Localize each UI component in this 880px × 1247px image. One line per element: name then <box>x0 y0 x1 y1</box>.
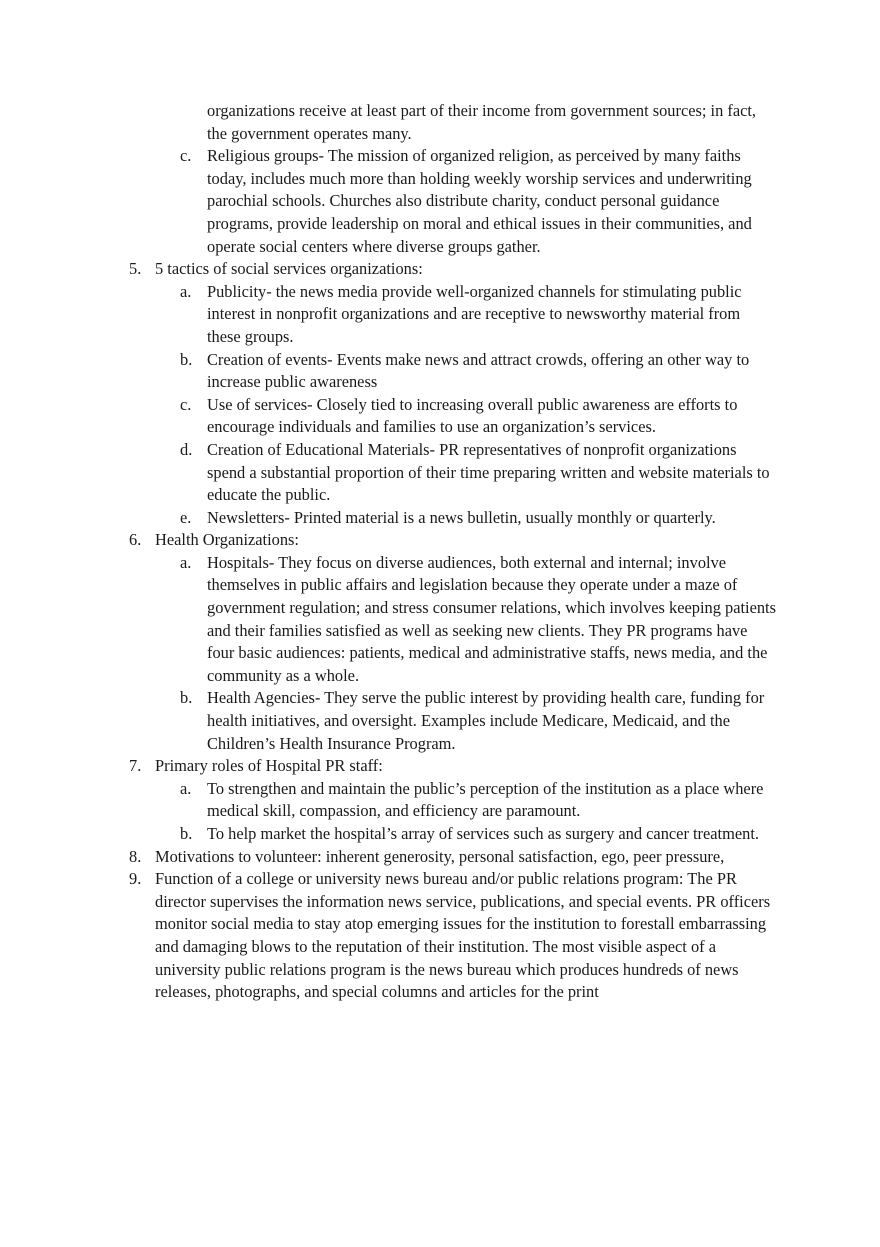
list-marker: a. <box>180 281 192 301</box>
list-marker: c. <box>180 394 192 414</box>
list-item-text: Newsletters- Printed material is a news bulletin, usually monthly or quarterly. <box>207 507 716 527</box>
list-item-5d <box>0 439 777 507</box>
list-item-5 <box>0 258 785 281</box>
list-marker: a. <box>180 552 192 572</box>
list-marker: e. <box>180 507 192 527</box>
list-marker: 6. <box>129 530 142 550</box>
list-item-4c <box>0 145 777 258</box>
list-marker: 9. <box>129 869 142 889</box>
list-item-7a <box>0 778 777 823</box>
list-item-text: Health Agencies- They serve the public interest by providing health care, funding for health initiatives, and oversight. Examples include Medicare, Medicaid, and the Children’s Health Insurance Program. <box>207 688 765 753</box>
list-item-text: Function of a college or university news bureau and/or public relations program: The PR director supervises the information news service, publications, and special events. PR officers monitor social media to stay atop emerging issues for the institution to forestall embarrassing and damaging blows to the reputation of their institution. The most visible aspect of a university public relations program is the news bureau which produces hundreds of news releases, photographs, and special columns and articles for the print <box>155 869 771 1002</box>
list-marker: d. <box>180 439 193 459</box>
document-body <box>0 100 880 1004</box>
list-item-text: Creation of events- Events make news and attract crowds, offering an other way to increase public awareness <box>207 349 750 392</box>
list-marker: 7. <box>129 756 142 776</box>
list-item-5a <box>0 281 777 349</box>
list-marker: c. <box>180 146 192 166</box>
list-marker: a. <box>180 778 192 798</box>
list-item-text: Religious groups- The mission of organized religion, as perceived by many faiths today, includes much more than holding weekly worship services and underwriting parochial schools. Churches also distribute charity, conduct personal guidance programs, provide leadership on moral and ethical issues in their communities, and operate social centers where diverse groups gather. <box>207 146 752 256</box>
list-item-6 <box>0 529 785 552</box>
list-item-text: Motivations to volunteer: inherent generosity, personal satisfaction, ego, peer pressure, <box>155 846 725 866</box>
list-item-8 <box>0 846 785 869</box>
list-marker: b. <box>180 688 193 708</box>
list-item-5b <box>0 349 777 394</box>
list-item-6b <box>0 687 777 755</box>
list-item-5c <box>0 394 777 439</box>
list-item-7 <box>0 755 785 778</box>
list-item-text: To help market the hospital’s array of services such as surgery and cancer treatment. <box>207 824 759 843</box>
list-item-7b <box>0 823 777 846</box>
list-item-text: Creation of Educational Materials- PR representatives of nonprofit organizations spend a substantial proportion of their time preparing written and website materials to educate the public. <box>207 439 770 505</box>
list-item-6a <box>0 552 777 688</box>
list-marker: b. <box>180 824 193 843</box>
list-item-text: Hospitals- They focus on diverse audiences, both external and internal; involve themselves in public affairs and legislation because they operate under a maze of government regulation; and stress consumer relations, which involves keeping patients and their families satisfied as well as seeking new clients. They PR programs have four basic audiences: patients, medical and administrative staffs, news media, and the community as a whole. <box>207 552 776 685</box>
list-item-text: Health Organizations: <box>155 530 299 550</box>
list-marker: 8. <box>129 846 142 866</box>
list-item-text: Publicity- the news media provide well-organized channels for stimulating public interest in nonprofit organizations and are receptive to newsworthy material from these groups. <box>207 281 742 346</box>
list-item-9 <box>0 868 785 1004</box>
continuation-paragraph: organizations receive at least part of their income from government sources; in fact, the government operates many. <box>207 101 757 143</box>
list-marker: b. <box>180 349 193 369</box>
list-item-text: Use of services- Closely tied to increasing overall public awareness are efforts to encourage individuals and families to use an organization’s services. <box>207 394 738 437</box>
list-item-5e <box>0 507 777 530</box>
list-marker: 5. <box>129 259 142 279</box>
list-item-text: 5 tactics of social services organizations: <box>155 259 423 279</box>
list-item-text: To strengthen and maintain the public’s perception of the institution as a place where medical skill, compassion, and efficiency are paramount. <box>207 778 764 821</box>
list-item-text: Primary roles of Hospital PR staff: <box>155 756 383 776</box>
